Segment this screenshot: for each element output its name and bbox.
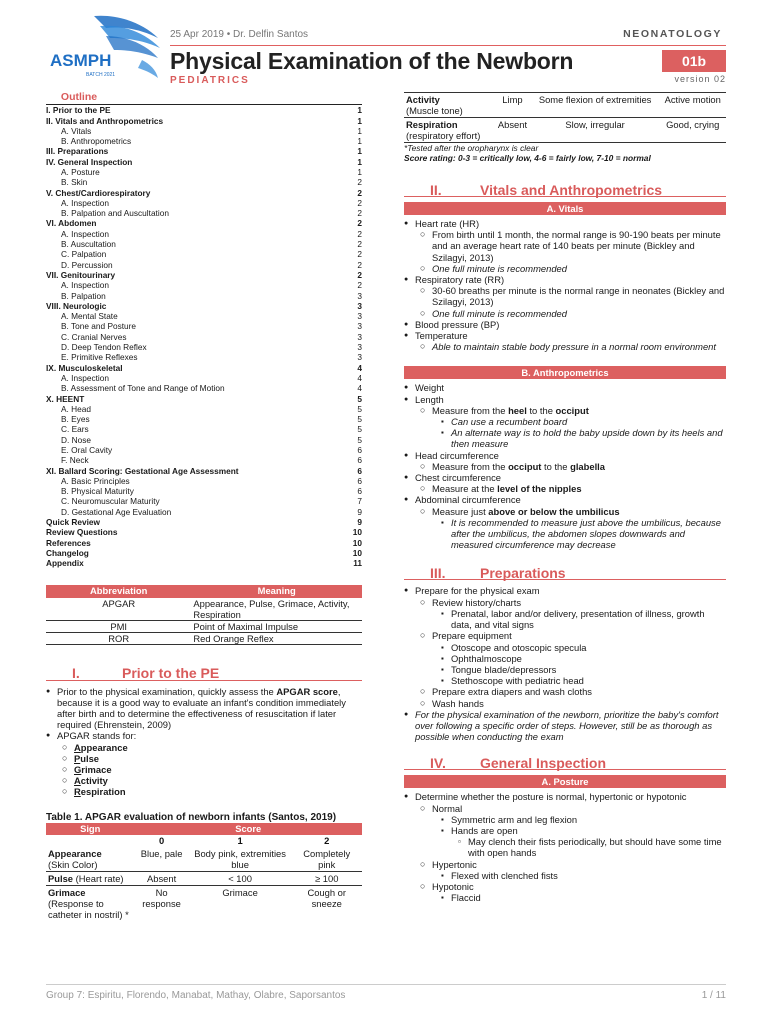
outline-item[interactable]: VII. Genitourinary 2 xyxy=(46,269,362,280)
apgar-word: ○ Activity xyxy=(46,775,362,786)
outline-item[interactable]: IX. Musculoskeletal 4 xyxy=(46,362,362,373)
table-row: Respiration (respiratory effort) Absent Slow, irregular Good, crying xyxy=(404,118,726,143)
outline-item[interactable]: D. Percussion 2 xyxy=(61,259,362,270)
outline-item[interactable]: Quick Review 9 xyxy=(46,517,362,528)
score-header: Score xyxy=(134,823,362,835)
sign-header: Sign xyxy=(46,823,134,835)
posture-subheading: A. Posture xyxy=(404,775,726,788)
outline-item[interactable]: B. Palpation and Auscultation 2 xyxy=(61,208,362,219)
outline-item[interactable]: IV. General Inspection 1 xyxy=(46,156,362,167)
outline-item[interactable]: X. HEENT 5 xyxy=(46,393,362,404)
list-item: ● APGAR stands for: ○ Appearance ○ Pulse ○ Grimace ○ Activity ○ Respiration xyxy=(46,730,362,797)
module-code-badge: 01b xyxy=(662,50,726,72)
area-label: NEONATOLOGY xyxy=(623,28,722,40)
outline-item[interactable]: A. Head 5 xyxy=(61,403,362,414)
date-author: 25 Apr 2019 • Dr. Delfin Santos xyxy=(170,29,309,40)
list-item: ● Abdominal circumference ○ Measure just above or below the umbilicus ▪ It is recommended to measure just above the umbilicus, because after the umbilicus, the abdomen slopes downwards and measured circumference may decrease xyxy=(404,494,726,550)
apgar-word: ○ Pulse xyxy=(46,753,362,764)
version-label: version 02 xyxy=(674,74,726,84)
list-item: ● For the physical examination of the newborn, prioritize the baby's comfort over following a specific order of steps. However, still be as thorough as possible when conducting the exam xyxy=(404,709,726,743)
footer-divider xyxy=(46,984,726,985)
outline-item[interactable]: I. Prior to the PE 1 xyxy=(46,105,362,116)
outline-item[interactable]: VI. Abdomen 2 xyxy=(46,218,362,229)
score-2-header: 2 xyxy=(291,835,362,847)
abbr-cell: ROR xyxy=(46,632,191,644)
list-item: ● Prepare for the physical exam ○ Review history/charts ▪ Prenatal, labor and/or delivery, presentation of illness, growth data, and vital signs ○ Prepare equipment ▪ Otoscope and otoscopic specula ▪ Ophthalmoscope ▪ Tongue blade/depressors ▪ Stethoscope with pediatric head ○ Prepare extra diapers and wash cloths ○ Wash hands xyxy=(404,585,726,708)
outline-item[interactable]: C. Cranial Nerves 3 xyxy=(61,331,362,342)
footer-authors: Group 7: Espiritu, Florendo, Manabat, Mathay, Olabre, Saporsantos xyxy=(46,990,346,1001)
anthropometrics-subheading: B. Anthropometrics xyxy=(404,366,726,379)
list-item: ● Respiratory rate (RR) ○ 30-60 breaths per minute is the normal range in neonates (Bickley and Szilagyi, 2013) ○ One full minute is recommended xyxy=(404,274,726,319)
score-0-header: 0 xyxy=(134,835,188,847)
outline-item[interactable]: A. Basic Principles 6 xyxy=(61,475,362,486)
outline-item[interactable]: E. Oral Cavity 6 xyxy=(61,445,362,455)
meaning-cell: Red Orange Reflex xyxy=(191,632,362,644)
posture-list xyxy=(404,791,726,903)
outline-item[interactable]: B. Palpation 3 xyxy=(61,290,362,301)
meaning-header: Meaning xyxy=(191,585,362,598)
list-item: ● Blood pressure (BP) xyxy=(404,319,726,330)
svg-text:BATCH 2021: BATCH 2021 xyxy=(86,72,116,78)
outline-item[interactable]: XI. Ballard Scoring: Gestational Age Assessment 6 xyxy=(46,465,362,476)
outline-item[interactable]: D. Nose 5 xyxy=(61,434,362,445)
outline-item[interactable]: B. Skin 2 xyxy=(61,177,362,188)
apgar-word: ○ Grimace xyxy=(46,764,362,775)
table-row: Appearance (Skin Color) Blue, pale Body pink, extremities blue Completely pink xyxy=(46,847,362,872)
table-row: Activity (Muscle tone) Limp Some flexion of extremities Active motion xyxy=(404,93,726,118)
outline-item[interactable]: D. Deep Tendon Reflex 3 xyxy=(61,342,362,353)
apgar-word: ○ Respiration xyxy=(46,786,362,797)
outline-item[interactable]: A. Mental State 3 xyxy=(61,311,362,322)
table-footnote: *Tested after the oropharynx is clear xyxy=(404,143,539,153)
outline-list xyxy=(46,105,362,568)
meaning-cell: Appearance, Pulse, Grimace, Activity, Respiration xyxy=(191,598,362,621)
list-item: ● Prior to the physical examination, quickly assess the APGAR score, because it is a good way to evaluate an infant's condition immediately after birth and to determine the effectiveness of resuscitation if later required (Ehrenstein, 2009) xyxy=(46,686,362,731)
outline-title: Outline xyxy=(60,91,98,103)
outline-item[interactable]: F. Neck 6 xyxy=(61,455,362,466)
score-rating-note: Score rating: 0-3 = critically low, 4-6 = fairly low, 7-10 = normal xyxy=(404,153,651,163)
table-row xyxy=(46,632,362,644)
table-row xyxy=(46,620,362,632)
outline-item[interactable]: B. Eyes 5 xyxy=(61,414,362,425)
preparations-list xyxy=(404,585,726,742)
outline-item[interactable]: A. Inspection 2 xyxy=(61,197,362,208)
outline-item[interactable]: D. Gestational Age Evaluation 9 xyxy=(61,506,362,517)
section-3-heading: III. Preparations xyxy=(404,554,726,580)
apgar-word: ○ Appearance xyxy=(46,742,362,753)
left-column xyxy=(46,92,362,921)
meaning-cell: Point of Maximal Impulse xyxy=(191,620,362,632)
table-row: Pulse (Heart rate) Absent < 100 ≥ 100 xyxy=(46,871,362,885)
abbreviation-table xyxy=(46,585,362,645)
outline-item[interactable]: B. Assessment of Tone and Range of Motion 4 xyxy=(61,383,362,394)
abbr-cell: PMI xyxy=(46,620,191,632)
apgar-table-caption: Table 1. APGAR evaluation of newborn infants (Santos, 2019) xyxy=(46,811,337,823)
vitals-subheading: A. Vitals xyxy=(404,202,726,215)
outline-item[interactable]: B. Anthropometrics 1 xyxy=(61,136,362,147)
abbr-header: Abbreviation xyxy=(46,585,191,598)
outline-item[interactable]: C. Palpation 2 xyxy=(61,249,362,260)
list-item: ● Head circumference ○ Measure from the occiput to the glabella xyxy=(404,450,726,472)
list-item: ● Weight xyxy=(404,382,726,393)
outline-item[interactable]: References 10 xyxy=(46,537,362,548)
outline-item[interactable]: B. Auscultation 2 xyxy=(61,239,362,250)
outline-item[interactable]: III. Preparations 1 xyxy=(46,146,362,157)
outline-item[interactable]: E. Primitive Reflexes 3 xyxy=(61,352,362,363)
outline-item[interactable]: B. Physical Maturity 6 xyxy=(61,486,362,497)
list-item: ● Determine whether the posture is normal, hypertonic or hypotonic ○ Normal ▪ Symmetric arm and leg flexion ▪ Hands are open ▫ May clench their fists periodically, but should have some time with open hands ○ Hypertonic ▪ Flexed with clenched fists ○ Hypotonic ▪ Flaccid xyxy=(404,791,726,903)
section-1-list xyxy=(46,686,362,798)
outline-item[interactable]: B. Tone and Posture 3 xyxy=(61,321,362,332)
outline-item[interactable]: V. Chest/Cardiorespiratory 2 xyxy=(46,187,362,198)
score-1-header: 1 xyxy=(189,835,292,847)
outline-item[interactable]: A. Posture 1 xyxy=(61,166,362,177)
page-title: Physical Examination of the Newborn xyxy=(170,48,574,74)
outline-item[interactable]: C. Ears 5 xyxy=(61,424,362,435)
list-item: ● Heart rate (HR) ○ From birth until 1 month, the normal range is 90-190 beats per minute and an average heart rate of 140 beats per minute (Bickley and Szilagyi, 2013) ○ One full minute is recommended xyxy=(404,218,726,274)
outline-item[interactable]: C. Neuromuscular Maturity 7 xyxy=(61,496,362,507)
apgar-table-part-1 xyxy=(46,823,362,921)
list-item: ● Chest circumference ○ Measure at the level of the nipples xyxy=(404,472,726,494)
header-divider xyxy=(170,45,726,46)
page-number: 1 / 11 xyxy=(701,990,726,1001)
section-1-heading: I. Prior to the PE xyxy=(46,655,362,681)
section-2-heading: II. Vitals and Anthropometrics xyxy=(404,171,726,197)
outline-item[interactable]: A. Inspection 2 xyxy=(61,228,362,239)
list-item: ● Temperature ○ Able to maintain stable body pressure in a normal room environment xyxy=(404,330,726,352)
outline-item[interactable]: II. Vitals and Anthropometrics 1 xyxy=(46,115,362,126)
apgar-table-part-2 xyxy=(404,92,726,143)
outline-item[interactable]: A. Inspection 2 xyxy=(61,280,362,291)
outline-item[interactable]: Review Questions 10 xyxy=(46,527,362,538)
asmph-logo xyxy=(46,12,168,84)
outline-item[interactable]: VIII. Neurologic 3 xyxy=(46,300,362,311)
svg-text:ASMPH: ASMPH xyxy=(50,51,112,70)
abbr-cell: APGAR xyxy=(46,598,191,621)
anthropometrics-list xyxy=(404,382,726,550)
outline-item[interactable]: A. Vitals 1 xyxy=(61,125,362,136)
table-row: Grimace (Response to catheter in nostril) * No response Grimace Cough or sneeze xyxy=(48,886,347,920)
subject-label: PEDIATRICS xyxy=(170,75,250,86)
table-row xyxy=(46,598,362,621)
section-4-heading: IV. General Inspection xyxy=(404,744,726,770)
outline-item[interactable]: Changelog 10 xyxy=(46,547,362,558)
outline-item[interactable]: Appendix 11 xyxy=(46,558,362,569)
right-column xyxy=(404,92,726,903)
vitals-list xyxy=(404,218,726,352)
outline-item[interactable]: A. Inspection 4 xyxy=(61,372,362,383)
list-item: ● Length ○ Measure from the heel to the occiput ▪ Can use a recumbent board ▪ An alternate way is to hold the baby upside down by its heels and then measure xyxy=(404,394,726,450)
